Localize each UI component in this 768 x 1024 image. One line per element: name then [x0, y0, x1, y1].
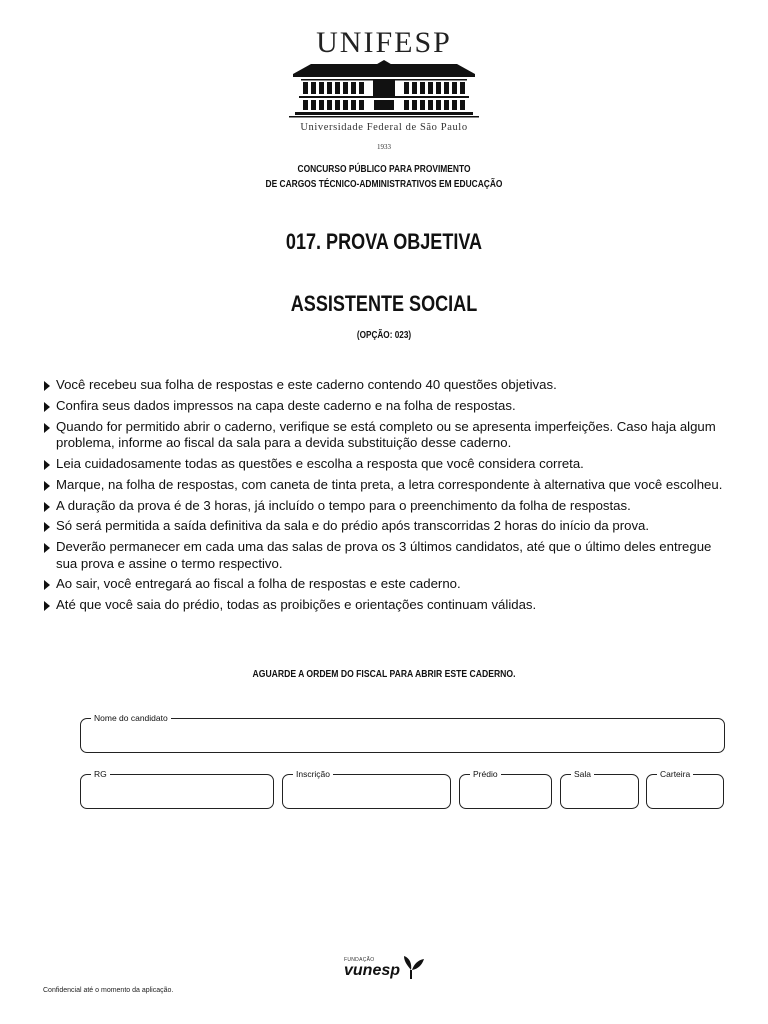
instruction-item: Confira seus dados impressos na capa deste caderno e na folha de respostas.	[42, 398, 732, 415]
logo-subtitle: Universidade Federal de São Paulo	[300, 122, 468, 133]
predio-label: Prédio	[470, 768, 501, 780]
rg-field[interactable]	[80, 769, 274, 809]
logo-title: UNIFESP	[316, 26, 452, 59]
bullet-arrow-icon	[44, 580, 50, 590]
bullet-arrow-icon	[44, 502, 50, 512]
instruction-item: Até que você saia do prédio, todas as proibições e orientações continuam válidas.	[42, 597, 732, 614]
instruction-item: Leia cuidadosamente todas as questões e escolha a resposta que você considera correta.	[42, 456, 732, 473]
bullet-arrow-icon	[44, 481, 50, 491]
rg-label: RG	[91, 768, 110, 780]
bullet-arrow-icon	[44, 601, 50, 611]
instruction-item: Quando for permitido abrir o caderno, verifique se está completo ou se apresenta imperfeições. Caso haja algum problema, informe ao fiscal da sala para a devida substituição desse caderno.	[42, 419, 732, 452]
exam-title: 017. PROVA OBJETIVA	[285, 229, 483, 254]
instruction-item: Ao sair, você entregará ao fiscal a folha de respostas e este caderno.	[42, 576, 732, 593]
candidate-name-label: Nome do candidato	[91, 712, 171, 724]
vunesp-logo: vunesp	[344, 962, 401, 979]
candidate-name-field[interactable]	[80, 713, 725, 753]
contest-header-line-2: DE CARGOS TÉCNICO-ADMINISTRATIVOS EM EDUCAÇÃO	[265, 178, 503, 190]
instructions-list	[42, 377, 732, 618]
await-notice: AGUARDE A ORDEM DO FISCAL PARA ABRIR ESTE CADERNO.	[252, 668, 516, 680]
carteira-field[interactable]	[646, 769, 724, 809]
inscricao-label: Inscrição	[293, 768, 333, 780]
bullet-arrow-icon	[44, 460, 50, 470]
instruction-item: A duração da prova é de 3 horas, já incluído o tempo para o preenchimento da folha de respostas.	[42, 498, 732, 515]
predio-field[interactable]	[459, 769, 552, 809]
instruction-item: Marque, na folha de respostas, com caneta de tinta preta, a letra correspondente à alternativa que você escolheu.	[42, 477, 732, 494]
exam-option: (OPÇÃO: 023)	[356, 330, 412, 341]
contest-header-line-1: CONCURSO PÚBLICO PARA PROVIMENTO	[297, 163, 471, 175]
sala-field[interactable]	[560, 769, 639, 809]
bullet-arrow-icon	[44, 402, 50, 412]
instruction-item: Só será permitida a saída definitiva da sala e do prédio após transcorridas 2 horas do início da prova.	[42, 518, 732, 535]
instruction-item: Deverão permanecer em cada uma das salas de prova os 3 últimos candidatos, até que o último deles entregue sua prova e assine o termo respectivo.	[42, 539, 732, 572]
building-icon	[289, 60, 479, 118]
sala-label: Sala	[571, 768, 594, 780]
carteira-label: Carteira	[657, 768, 693, 780]
bullet-arrow-icon	[44, 522, 50, 532]
inscricao-field[interactable]	[282, 769, 451, 809]
logo-year: 1933	[377, 143, 391, 151]
instruction-item: Você recebeu sua folha de respostas e este caderno contendo 40 questões objetivas.	[42, 377, 732, 394]
confidential-note: Confidencial até o momento da aplicação.	[43, 987, 174, 994]
bullet-arrow-icon	[44, 381, 50, 391]
bullet-arrow-icon	[44, 543, 50, 553]
vunesp-leaf-icon	[400, 954, 426, 980]
unifesp-logo	[284, 28, 484, 151]
exam-role: ASSISTENTE SOCIAL	[290, 291, 478, 316]
foundation-label: FUNDAÇÃO	[344, 957, 375, 963]
bullet-arrow-icon	[44, 423, 50, 433]
